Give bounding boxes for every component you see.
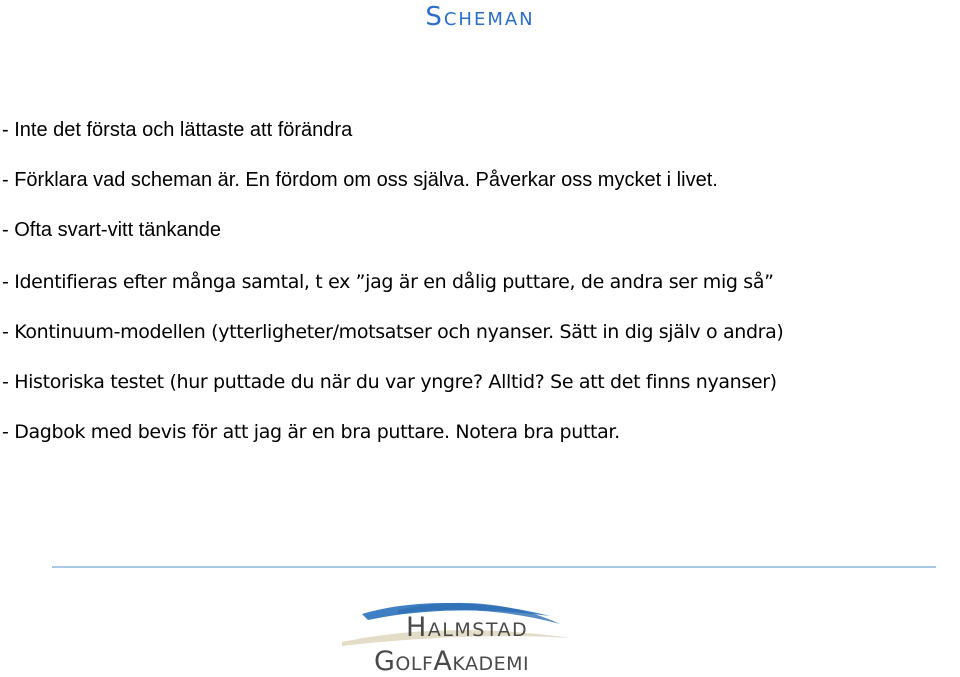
slide-title: Scheman	[425, 2, 535, 32]
bullet-item: - Dagbok med bevis för att jag är en bra puttare. Notera bra puttar.	[2, 421, 620, 443]
bullet-item: - Historiska testet (hur puttade du när du var yngre? Alltid? Se att det finns nyanser)	[2, 371, 777, 393]
logo-line1: Halmstad	[406, 612, 529, 643]
bullet-item: - Inte det första och lättaste att förändra	[2, 119, 353, 141]
bullet-item: - Identifieras efter många samtal, t ex ”jag är en dålig puttare, de andra ser mig så”	[2, 271, 774, 293]
bullet-item: - Ofta svart-vitt tänkande	[2, 219, 221, 241]
bullet-item: - Förklara vad scheman är. En fördom om oss själva. Påverkar oss mycket i livet.	[2, 169, 718, 191]
divider-line	[52, 566, 936, 568]
halmstad-golfakademi-logo	[338, 598, 638, 677]
bullet-item: - Kontinuum-modellen (ytterligheter/motsatser och nyanser. Sätt in dig själv o andra)	[2, 321, 784, 343]
logo-line2: GolfAkademi	[374, 646, 530, 677]
